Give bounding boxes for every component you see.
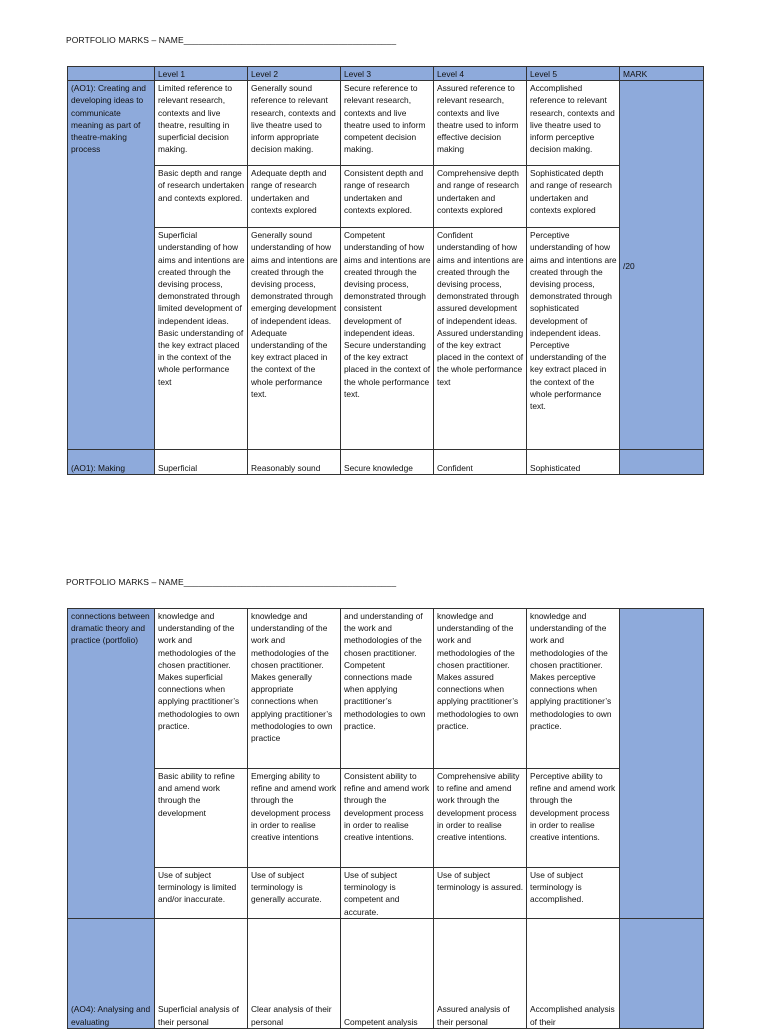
criteria-cell: Emerging ability to refine and amend work through the development process in order to realise creative intentions (248, 769, 341, 868)
criteria-cell: Superficial analysis of their personal (155, 918, 248, 1028)
marks-table-continued (67, 608, 704, 1029)
criteria-cell: Assured reference to relevant research, contexts and live theatre used to inform effective decision making (434, 81, 527, 166)
ao4-label: (AO4): Analysing and evaluating (68, 918, 155, 1028)
criteria-cell: Use of subject terminology is generally accurate. (248, 868, 341, 919)
criteria-cell: Generally sound understanding of how aims and intentions are created through the devising process, demonstrated through emerging development of independent ideas. Adequate understanding of the key extract placed in the context of the whole performance text. (248, 228, 341, 450)
criteria-cell: Secure knowledge (341, 450, 434, 475)
mark-cell: /20 (620, 81, 704, 450)
marks-table (67, 66, 704, 475)
criteria-cell: Adequate depth and range of research undertaken and contexts explored (248, 166, 341, 228)
criteria-cell: Limited reference to relevant research, contexts and live theatre, resulting in superficial decision making. (155, 81, 248, 166)
page-heading: PORTFOLIO MARKS – NAME____________________________________________ (66, 577, 397, 587)
criteria-cell: Sophisticated (527, 450, 620, 475)
criteria-cell: knowledge and understanding of the work and methodologies of the chosen practitioner. Makes generally appropriate connections when applying practitioner’s methodologies to own practice (248, 609, 341, 769)
criteria-cell: Use of subject terminology is accomplished. (527, 868, 620, 919)
mark-cell (620, 918, 704, 1028)
header-level-2: Level 2 (248, 67, 341, 81)
header-level-4: Level 4 (434, 67, 527, 81)
criteria-cell: knowledge and understanding of the work and methodologies of the chosen practitioner. Makes assured connections when applying practitioner’s methodologies to own practice. (434, 609, 527, 769)
header-mark: MARK (620, 67, 704, 81)
criteria-cell: Basic ability to refine and amend work through the development (155, 769, 248, 868)
criteria-cell: Clear analysis of their personal (248, 918, 341, 1028)
header-cell-blank (68, 67, 155, 81)
criteria-cell: Reasonably sound (248, 450, 341, 475)
page-heading: PORTFOLIO MARKS – NAME____________________________________________ (66, 35, 397, 45)
criteria-cell: Use of subject terminology is competent and accurate. (341, 868, 434, 919)
criteria-cell: Accomplished analysis of their (527, 918, 620, 1028)
mark-cell (620, 609, 704, 919)
criteria-cell: Superficial understanding of how aims and intentions are created through the devising process, demonstrated through limited development of independent ideas. Basic understanding of the key extract placed in the context of the whole performance text (155, 228, 248, 450)
criteria-cell: and understanding of the work and methodologies of the chosen practitioner. Competent connections made when applying practitioner’s methodologies to own practice. (341, 609, 434, 769)
criteria-cell: knowledge and understanding of the work and methodologies of the chosen practitioner. Makes superficial connections when applying practitioner’s methodologies to own practice. (155, 609, 248, 769)
header-level-5: Level 5 (527, 67, 620, 81)
criteria-cell: Accomplished reference to relevant research, contexts and live theatre used to inform perceptive decision making. (527, 81, 620, 166)
criteria-cell: Use of subject terminology is limited and/or inaccurate. (155, 868, 248, 919)
criteria-cell: Comprehensive ability to refine and amend work through the development process in order to realise creative intentions. (434, 769, 527, 868)
criteria-cell: Confident understanding of how aims and intentions are created through the devising process, demonstrated through assured development of independent ideas. Assured understanding of the key extract placed in the context of the whole performance text (434, 228, 527, 450)
criteria-cell: Basic depth and range of research undertaken and contexts explored. (155, 166, 248, 228)
criteria-cell: Assured analysis of their personal (434, 918, 527, 1028)
connections-label: connections between dramatic theory and practice (portfolio) (68, 609, 155, 919)
ao1-making-label: (AO1): Making (68, 450, 155, 475)
header-level-1: Level 1 (155, 67, 248, 81)
criteria-cell: Perceptive ability to refine and amend work through the development process in order to realise creative intentions. (527, 769, 620, 868)
criteria-cell: Competent understanding of how aims and intentions are created through the devising process, demonstrated through consistent development of independent ideas. Secure understanding of the key extract placed in the context of the whole performance text. (341, 228, 434, 450)
criteria-cell: Consistent ability to refine and amend work through the development process in order to realise creative intentions. (341, 769, 434, 868)
criteria-cell: Superficial (155, 450, 248, 475)
criteria-cell: Consistent depth and range of research undertaken and contexts explored. (341, 166, 434, 228)
criteria-cell: Confident (434, 450, 527, 475)
criteria-cell: Use of subject terminology is assured. (434, 868, 527, 919)
ao1-creating-label: (AO1): Creating and developing ideas to communicate meaning as part of theatre-making process (68, 81, 155, 450)
criteria-cell: Competent analysis (341, 918, 434, 1028)
criteria-cell: knowledge and understanding of the work and methodologies of the chosen practitioner. Makes perceptive connections when applying practitioner’s methodologies to own practice. (527, 609, 620, 769)
header-level-3: Level 3 (341, 67, 434, 81)
criteria-cell: Comprehensive depth and range of research undertaken and contexts explored (434, 166, 527, 228)
mark-cell (620, 450, 704, 475)
criteria-cell: Generally sound reference to relevant research, contexts and live theatre used to inform appropriate decision making. (248, 81, 341, 166)
criteria-cell: Sophisticated depth and range of research undertaken and contexts explored (527, 166, 620, 228)
criteria-cell: Secure reference to relevant research, contexts and live theatre used to inform competent decision making. (341, 81, 434, 166)
criteria-cell: Perceptive understanding of how aims and intentions are created through the devising process, demonstrated through sophisticated development of independent ideas. Perceptive understanding of the key extract placed in the context of the whole performance text. (527, 228, 620, 450)
